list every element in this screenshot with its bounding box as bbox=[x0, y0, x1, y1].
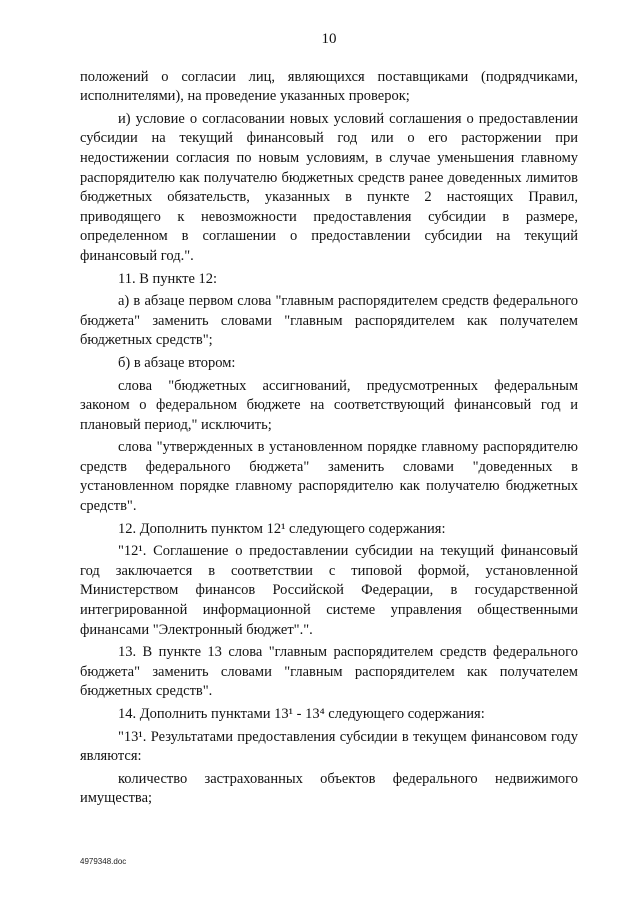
paragraph: 11. В пункте 12: bbox=[118, 270, 218, 287]
paragraph: "12¹. Соглашение о предоставлении субсидии на текущий финансовый год заключается в соответствии с типовой формой, установленной Министерством финансов Российской Федерации, в государственной интегрированной информационной системе управления общественными финансами "Электронный бюджет".". bbox=[80, 543, 578, 638]
paragraph: б) в абзаце втором: bbox=[118, 354, 236, 371]
paragraph: 14. Дополнить пунктами 13¹ - 13⁴ следующего содержания: bbox=[118, 706, 485, 722]
paragraph: количество застрахованных объектов федерального недвижимого имущества; bbox=[80, 770, 578, 807]
paragraph: "13¹. Результатами предоставления субсидии в текущем финансовом году являются: bbox=[80, 728, 578, 765]
paragraph: слова "утвержденных в установленном порядке главному распорядителю средств федерального бюджета" заменить словами "доведенных в установленном порядке главному распорядителю как получателю бюджетных средств". bbox=[80, 439, 578, 515]
page-number: 10 bbox=[321, 31, 337, 47]
paragraph: 12. Дополнить пунктом 12¹ следующего содержания: bbox=[118, 520, 446, 537]
paragraph: а) в абзаце первом слова "главным распорядителем средств федерального бюджета" заменить словами "главным распорядителем как получателем бюджетных средств"; bbox=[80, 293, 578, 349]
paragraph: 13. В пункте 13 слова "главным распорядителем средств федерального бюджета" заменить словами "главным распорядителем как получателем бюджетных средств". bbox=[80, 644, 578, 700]
document-body bbox=[80, 68, 578, 809]
paragraph: положений о согласии лиц, являющихся поставщиками (подрядчиками, исполнителями), на проведение указанных проверок; bbox=[80, 68, 578, 105]
document-file-id: 4979348.doc bbox=[80, 857, 127, 866]
paragraph: и) условие о согласовании новых условий соглашения о предоставлении субсидии на текущий финансовый год или о его расторжении при недостижении согласия по новым условиям, в случае уменьшения главному распорядителю как получателю бюджетных средств ранее доведенных лимитов бюджетных обязательств, указанных в пункте 2 настоящих Правил, приводящего к невозможности предоставления субсидии в размере, определенном в соглашении о предоставлении субсидии на текущий финансовый год.". bbox=[80, 110, 578, 264]
paragraph: слова "бюджетных ассигнований, предусмотренных федеральным законом о федеральном бюджете на соответствующий финансовый год и плановый период," исключить; bbox=[80, 377, 578, 433]
